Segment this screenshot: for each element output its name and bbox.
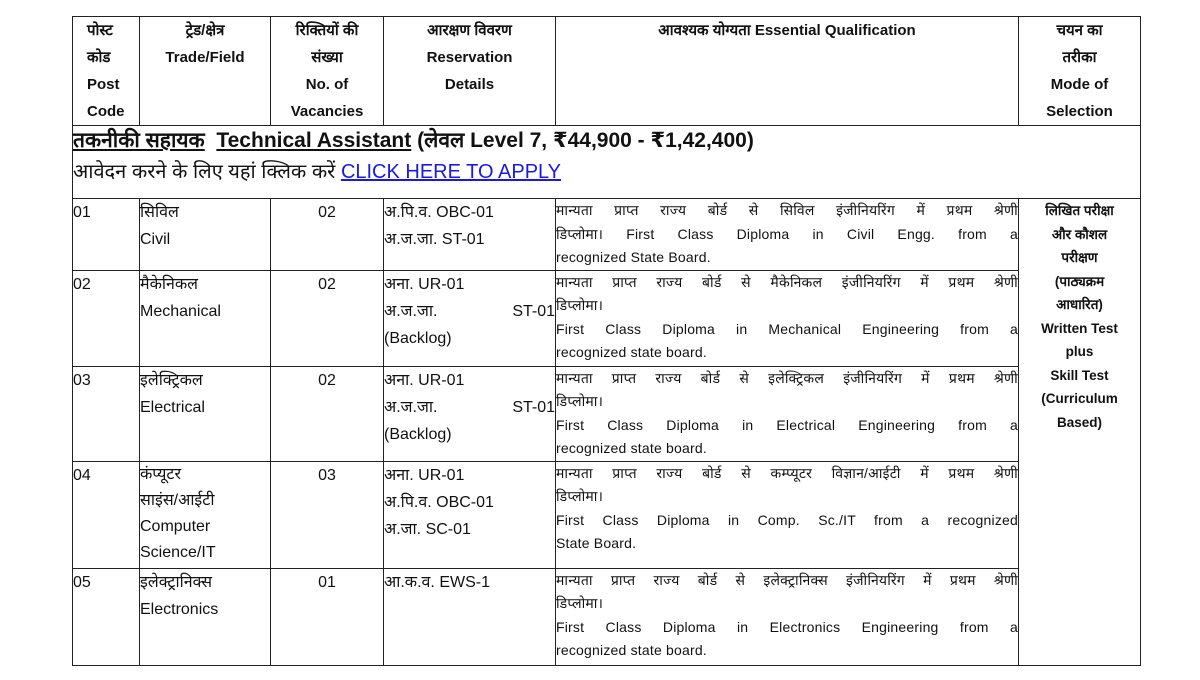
vacancies-cell: 01 [271, 568, 384, 665]
reservation-cell: अना. UR-01 अ.पि.व. OBC-01 अ.जा. SC-01 [384, 461, 556, 568]
post-code-cell: 05 [73, 568, 140, 665]
post-code-cell: 01 [73, 199, 140, 271]
qualification-cell: मान्यता प्राप्त राज्य बोर्ड से कम्प्यूटर विज्ञान/आईटी में प्रथम श्रेणी डिप्लोमा। First Class Diploma in Comp. Sc./IT from a recognized State Board. [556, 461, 1019, 568]
reservation-cell: अ.पि.व. OBC-01 अ.ज.जा. ST-01 [384, 199, 556, 271]
header-reservation: आरक्षण विवरण Reservation Details [384, 17, 556, 126]
qualification-cell: मान्यता प्राप्त राज्य बोर्ड से इलेक्ट्रानिक्स इंजीनियरिंग में प्रथम श्रेणी डिप्लोमा। First Class Diploma in Electronics Engineering from a recognized state board. [556, 568, 1019, 665]
table-row [73, 568, 1141, 665]
reservation-cell: आ.क.व. EWS-1 [384, 568, 556, 665]
vacancies-cell: 02 [271, 270, 384, 366]
reservation-cell: अना. UR-01 अ.ज.जा. ST-01 (Backlog) [384, 270, 556, 366]
apply-line [73, 156, 1140, 188]
reservation-cell: अना. UR-01 अ.ज.जा. ST-01 (Backlog) [384, 366, 556, 461]
header-qualification: आवश्यक योग्यता Essential Qualification [556, 17, 1019, 126]
qualification-cell: मान्यता प्राप्त राज्य बोर्ड से इलेक्ट्रिकल इंजीनियरिंग में प्रथम श्रेणी डिप्लोमा। First Class Diploma in Electrical Engineering from a recognized state board. [556, 366, 1019, 461]
apply-link[interactable]: CLICK HERE TO APPLY [340, 161, 562, 183]
header-post-code: पोस्ट कोड Post Code [73, 17, 140, 126]
post-banner-row [73, 126, 1141, 199]
qualification-cell: मान्यता प्राप्त राज्य बोर्ड से मैकेनिकल इंजीनियरिंग में प्रथम श्रेणी डिप्लोमा। First Class Diploma in Mechanical Engineering from a recognized state board. [556, 270, 1019, 366]
header-selection: चयन का तरीका Mode of Selection [1019, 17, 1141, 126]
header-vacancies: रिक्तियों की संख्या No. of Vacancies [271, 17, 384, 126]
table-row [73, 199, 1141, 271]
post-title-english: Technical Assistant [216, 129, 412, 152]
header-row [73, 17, 1141, 126]
trade-cell: इलेक्ट्रिकल Electrical [140, 366, 271, 461]
table-row [73, 461, 1141, 568]
post-title [73, 126, 1140, 156]
table-row [73, 270, 1141, 366]
post-title-hindi: तकनीकी सहायक [73, 129, 205, 152]
qualification-cell: मान्यता प्राप्त राज्य बोर्ड से सिविल इंजीनियरिंग में प्रथम श्रेणी डिप्लोमा। First Class Diploma in Civil Engg. from a recognized State Board. [556, 199, 1019, 271]
vacancies-cell: 02 [271, 366, 384, 461]
post-pay-level: (लेवल Level 7, ₹44,900 - ₹1,42,400) [417, 129, 754, 152]
table-row [73, 366, 1141, 461]
trade-cell: मैकेनिकल Mechanical [140, 270, 271, 366]
trade-cell: कंप्यूटर साइंस/आईटी Computer Science/IT [140, 461, 271, 568]
trade-cell: इलेक्ट्रानिक्स Electronics [140, 568, 271, 665]
vacancies-cell: 03 [271, 461, 384, 568]
post-code-cell: 02 [73, 270, 140, 366]
post-code-cell: 04 [73, 461, 140, 568]
post-banner [73, 126, 1141, 199]
vacancies-cell: 02 [271, 199, 384, 271]
trade-cell: सिविल Civil [140, 199, 271, 271]
recruitment-table [72, 16, 1141, 666]
header-trade: ट्रेड/क्षेत्र Trade/Field [140, 17, 271, 126]
post-code-cell: 03 [73, 366, 140, 461]
apply-text: आवेदन करने के लिए यहां क्लिक करें [73, 161, 336, 183]
selection-mode-cell: लिखित परीक्षा और कौशल परीक्षण (पाठ्यक्रम आधारित) Written Test plus Skill Test (Curriculum Based) [1019, 199, 1141, 666]
